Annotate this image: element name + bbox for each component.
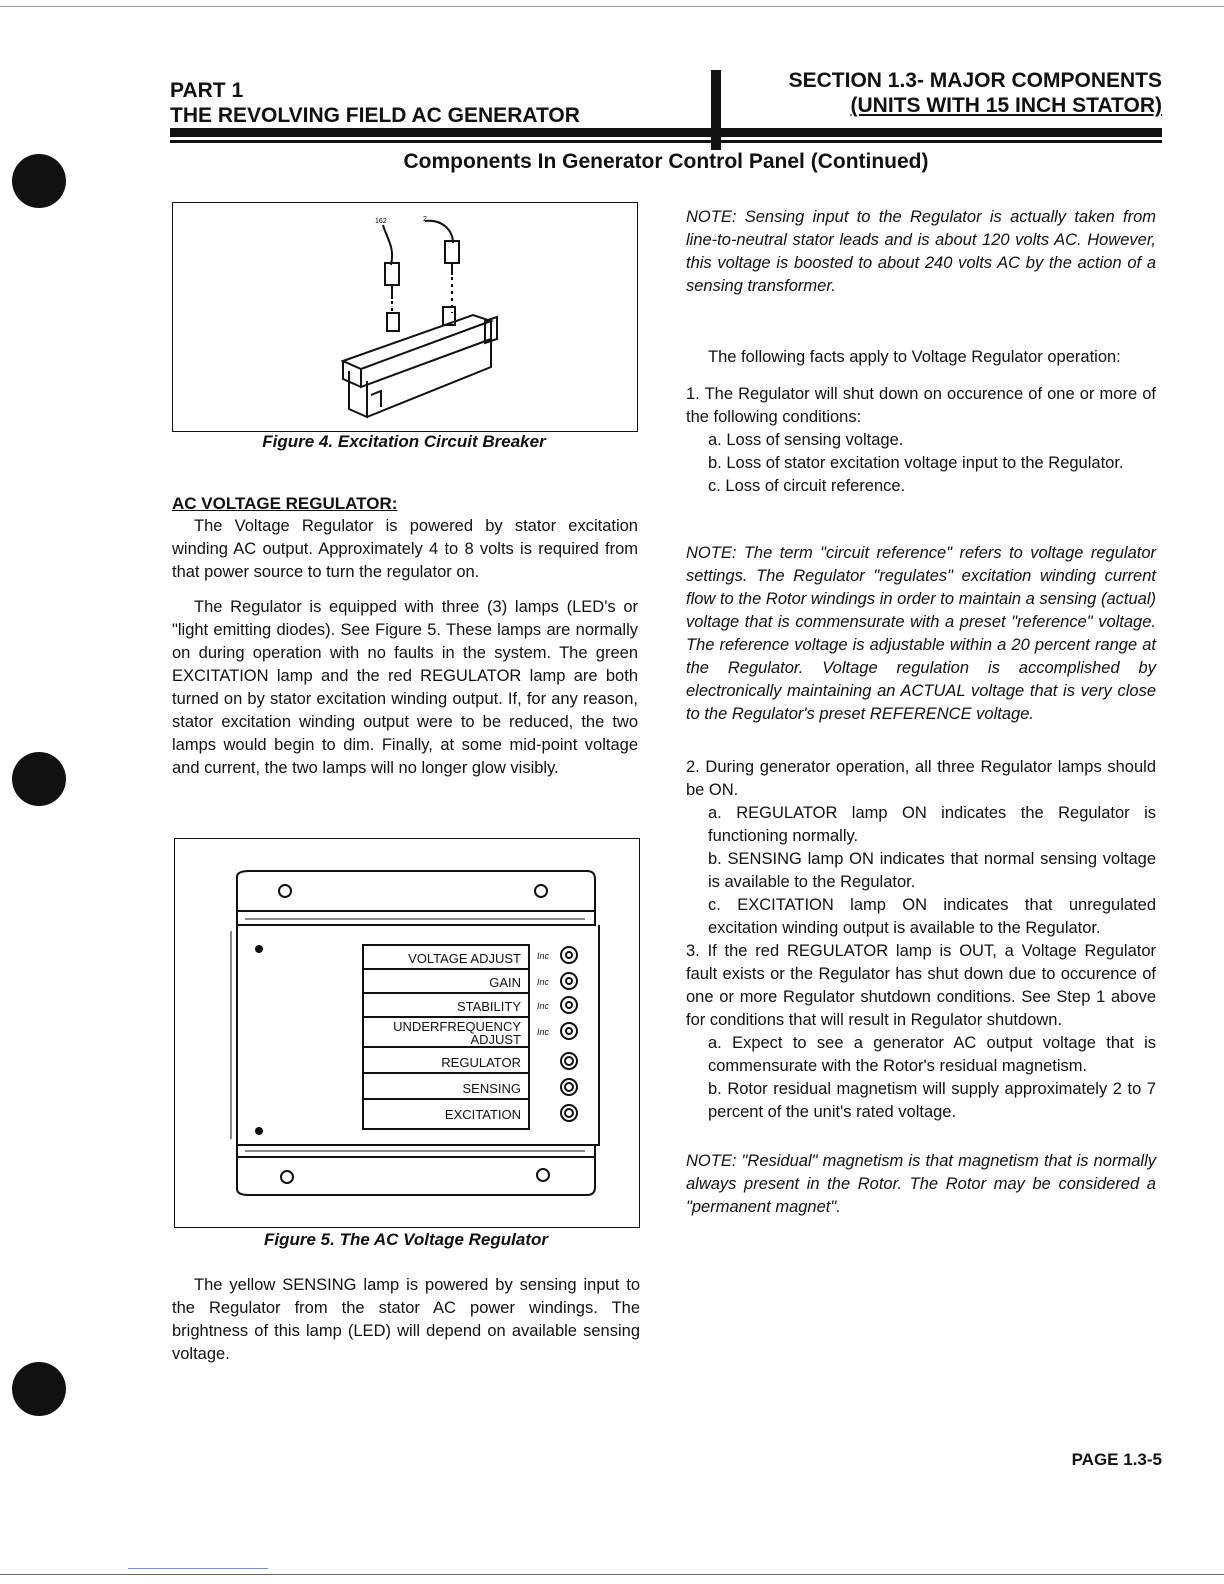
fact-1c: c. Loss of circuit reference.	[708, 477, 906, 495]
bottom-scan-mark	[128, 1568, 268, 1569]
fact-1-conditions	[686, 429, 1156, 498]
voltage-regulator-drawing	[175, 839, 639, 1227]
fact-2a: a. REGULATOR lamp ON indicates the Regulator is functioning normally.	[708, 804, 1156, 845]
sensing-lamp-section	[172, 1274, 640, 1374]
sensing-lamp-paragraph: The yellow SENSING lamp is powered by sensing input to the Regulator from the stator AC power windings. The brightness of this lamp (LED) will depend on available sensing voltage.	[172, 1276, 640, 1363]
fact-2c: c. EXCITATION lamp ON indicates that unregulated excitation winding output is available to the Regulator.	[708, 896, 1156, 937]
label-excitation: EXCITATION	[444, 1107, 521, 1122]
section-header	[742, 68, 1162, 118]
fact-2b: b. SENSING lamp ON indicates that normal sensing voltage is available to the Regulator.	[708, 850, 1156, 891]
ac-regulator-section	[172, 492, 638, 788]
fact-1b: b. Loss of stator excitation voltage input to the Regulator.	[708, 454, 1124, 472]
part-title: THE REVOLVING FIELD AC GENERATOR	[170, 104, 580, 127]
inc-mark-underfrequency: Inc	[537, 1027, 550, 1037]
page-number: PAGE 1.3-5	[1071, 1450, 1162, 1469]
section-subtitle: (UNITS WITH 15 INCH STATOR)	[850, 94, 1162, 117]
ac-regulator-paragraph-1: The Voltage Regulator is powered by stator excitation winding AC output. Approximately 4 to 8 volts is required from that power source to turn the regulator on.	[172, 517, 638, 581]
wire-label-2: 2	[423, 216, 427, 223]
binder-hole-middle	[12, 752, 66, 806]
inc-mark-gain: Inc	[537, 977, 550, 987]
label-voltage-adjust: VOLTAGE ADJUST	[408, 951, 521, 966]
label-sensing: SENSING	[462, 1081, 521, 1096]
note-residual-magnetism: NOTE: "Residual" magnetism is that magnetism that is normally always present in the Rotor. The Rotor may be considered a "permanent magnet".	[686, 1152, 1156, 1216]
fact-2: 2. During generator operation, all three Regulator lamps should be ON.	[686, 758, 1156, 799]
wire-label-162: 162	[375, 218, 387, 225]
top-scan-line	[0, 6, 1224, 7]
figure-5-caption: Figure 5. The AC Voltage Regulator	[264, 1230, 548, 1249]
excitation-breaker-drawing	[173, 203, 637, 431]
fact-1a: a. Loss of sensing voltage.	[708, 431, 904, 449]
bottom-scan-line	[0, 1574, 1224, 1575]
figure-5-box	[174, 838, 640, 1228]
figure-4-caption: Figure 4. Excitation Circuit Breaker	[262, 432, 546, 451]
fact-2-lamps	[686, 802, 1156, 940]
inc-mark-stability: Inc	[537, 1001, 550, 1011]
section-title: SECTION 1.3- MAJOR COMPONENTS	[788, 69, 1162, 92]
part-header	[170, 78, 580, 128]
page-title: Components In Generator Control Panel (Continued)	[403, 150, 929, 173]
part-number: PART 1	[170, 79, 244, 102]
binder-hole-bottom	[12, 1362, 66, 1416]
fact-3: 3. If the red REGULATOR lamp is OUT, a Voltage Regulator fault exists or the Regulator has shut down due to occurence of one or more Regulator shutdown conditions. See Step 1 above for conditions that will result in Regulator shutdown.	[686, 942, 1156, 1029]
fact-3a: a. Expect to see a generator AC output voltage that is commensurate with the Rotor's residual magnetism.	[708, 1034, 1156, 1075]
label-stability: STABILITY	[456, 999, 521, 1014]
label-regulator: REGULATOR	[441, 1055, 521, 1070]
ac-regulator-paragraph-2: The Regulator is equipped with three (3) lamps (LED's or "light emitting diodes). See Figure 5. These lamps are normally on during operation with no faults in the system. The green EXCITATION lamp and the red REGULATOR lamp are both turned on by stator excitation winding output. If, for any reason, stator excitation winding output were to be reduced, the two lamps would begin to dim. Finally, at some mid-point voltage and current, the two lamps will no longer glow visibly.	[172, 598, 638, 777]
fact-3b: b. Rotor residual magnetism will supply approximately 2 to 7 percent of the unit's rated voltage.	[708, 1080, 1156, 1121]
right-column	[686, 206, 1156, 1227]
header-rule-thick	[170, 128, 1162, 137]
fact-3-details	[686, 1032, 1156, 1124]
binder-hole-top	[12, 154, 66, 208]
ac-regulator-heading: AC VOLTAGE REGULATOR:	[172, 494, 398, 513]
header-rule-thin	[170, 140, 1162, 143]
fact-1: 1. The Regulator will shut down on occurence of one or more of the following conditions:	[686, 385, 1156, 426]
figure-4-box	[172, 202, 638, 432]
inc-mark-voltage: Inc	[537, 951, 550, 961]
facts-intro: The following facts apply to Voltage Regulator operation:	[708, 348, 1121, 366]
note-circuit-reference: NOTE: The term "circuit reference" refers to voltage regulator settings. The Regulator "regulates" excitation winding current flow to the Rotor windings in order to maintain a sensing (actual) voltage that is commensurate with a preset "reference" voltage. The reference voltage is adjustable within a 20 percent range at the Regulator. Voltage regulation is accomplished by electronically maintaining an ACTUAL voltage that is very close to the Regulator's preset REFERENCE voltage.	[686, 544, 1156, 723]
label-underfrequency: UNDERFREQUENCY	[393, 1019, 521, 1034]
note-sensing-input: NOTE: Sensing input to the Regulator is actually taken from line-to-neutral stator leads and is about 120 volts AC. However, this voltage is boosted to about 240 volts AC by the action of a sensing transformer.	[686, 208, 1156, 295]
label-gain: GAIN	[489, 975, 521, 990]
section-marker-bar	[711, 70, 721, 150]
label-adjust: ADJUST	[470, 1032, 521, 1047]
